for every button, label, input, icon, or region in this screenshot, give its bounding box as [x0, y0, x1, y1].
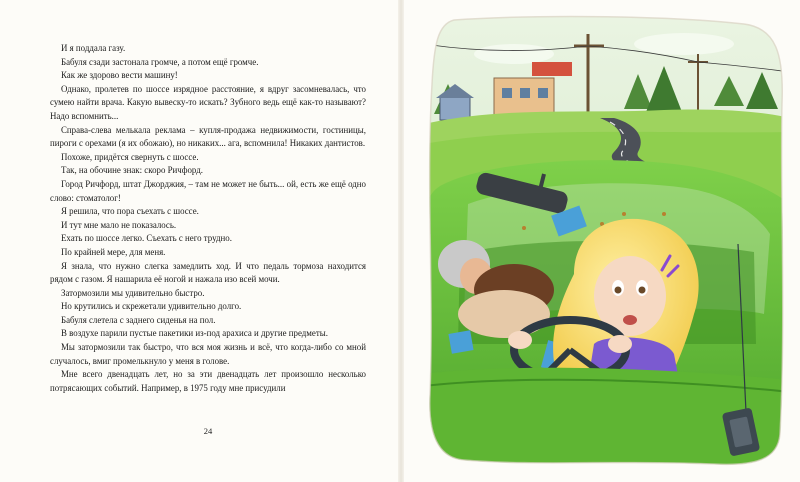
story-paragraph: Мы затормозили так быстро, что вся моя жизнь и всё, что когда-либо со мной случалось, вмиг промелькнуло у меня в голове.	[50, 342, 366, 366]
story-paragraph: Город Ричфорд, штат Джорджия, – там не может не быть... ой, есть же ещё одно слово: стоматолог!	[50, 178, 366, 203]
story-paragraph: Так, на обочине знак: скоро Ричфорд.	[61, 165, 203, 176]
story-paragraph: Но крутились и скрежетали удивительно долго.	[61, 301, 242, 312]
story-paragraph: По крайней мере, для меня.	[61, 246, 166, 257]
right-page	[404, 0, 800, 482]
billboard	[532, 62, 572, 76]
story-paragraph: Я решила, что пора съехать с шоссе.	[61, 206, 199, 217]
story-paragraph: Как же здорово вести машину!	[61, 70, 178, 81]
story-paragraph: Бабуля сзади застонала громче, а потом ещё громче.	[61, 56, 259, 67]
story-paragraph: Однако, пролетев по шоссе изрядное расстояние, я вдруг засомневалась, что сумею найти врача. Какую вывеску-то искать? Зубного ведь ещё как-то называют? Надо вспомнить...	[50, 83, 366, 121]
story-text	[50, 42, 366, 395]
story-paragraph: Ехать по шоссе легко. Съехать с него трудно.	[61, 233, 232, 244]
story-paragraph: Похоже, придётся свернуть с шоссе.	[61, 151, 199, 162]
story-paragraph: Бабуля слетела с заднего сиденья на пол.	[61, 314, 216, 325]
car-illustration	[424, 14, 790, 468]
story-paragraph: В воздухе парили пустые пакетики из-под арахиса и другие предметы.	[61, 328, 328, 339]
story-paragraph: Мне всего двенадцать лет, но за эти двенадцать лет произошло несколько потрясающих событий. Например, в 1975 году мне присудили	[50, 369, 366, 393]
story-paragraph: Затормозили мы удивительно быстро.	[61, 287, 205, 298]
story-paragraph: Справа-слева мелькала реклама – купля-продажа недвижимости, гостиницы, пироги с орехами (я их обожаю), но никаких... ага, вспомнила! Никаких дантистов.	[50, 124, 366, 149]
story-paragraph: И тут мне мало не показалось.	[61, 219, 177, 230]
story-paragraph: И я поддала газу.	[61, 43, 126, 53]
story-paragraph: Я знала, что нужно слегка замедлить ход. И что педаль тормоза находится рядом с газом. Я нашарила её ногой и нажала изо всей мочи.	[50, 260, 366, 285]
page-number: 24	[203, 426, 213, 436]
